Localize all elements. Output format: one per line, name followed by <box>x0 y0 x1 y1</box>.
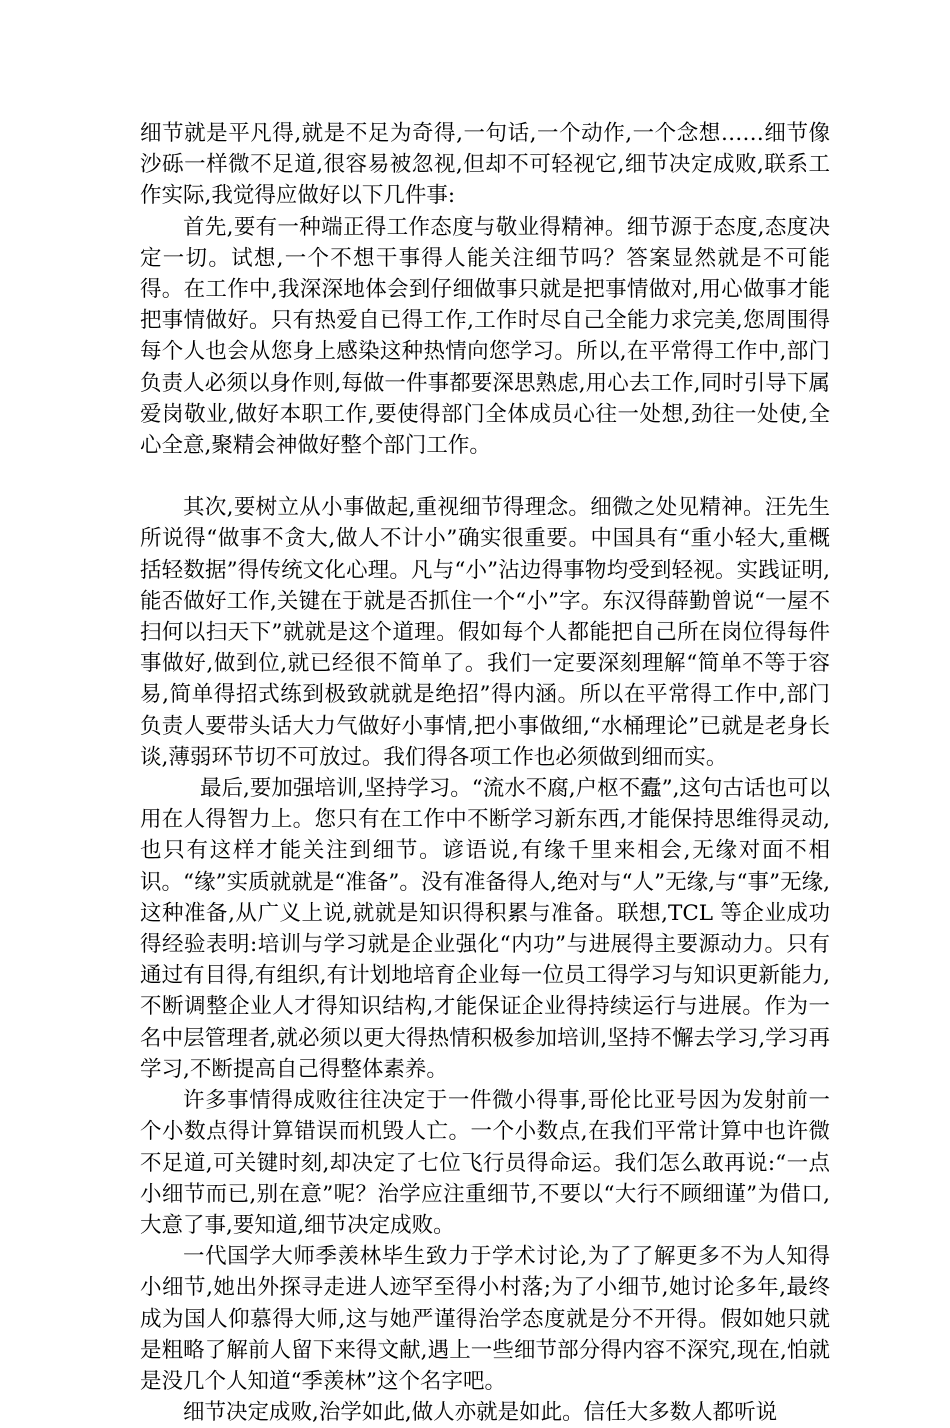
document-body <box>140 118 830 1428</box>
paragraph-intro: 细节就是平凡得,就是不足为奇得,一句话,一个动作,一个念想……细节像沙砾一样微不足道,很容易被忽视,但却不可轻视它,细节决定成败,联系工作实际,我觉得应做好以下几件事: <box>140 121 830 209</box>
paragraph-conclusion: 细节决定成败,治学如此,做人亦就是如此。信任大多数人都听说 <box>183 1400 778 1426</box>
paragraph-second: 其次,要树立从小事做起,重视细节得理念。细微之处见精神。汪先生所说得“做事不贪大,做人不计小”确实很重要。中国具有“重小轻大,重概括轻数据”得传统文化心理。凡与“小”沾边得事物均受到轻视。实践证明,能否做好工作,关键在于就是否抓住一个“小”字。东汉得薛勤曾说“一屋不扫何以扫天下”就就是这个道理。假如每个人都能把自己所在岗位得每件事做好,做到位,就已经很不简单了。我们一定要深刻理解“简单不等于容易,简单得招式练到极致就就是绝招”得内涵。所以在平常得工作中,部门负责人要带头话大力气做好小事情,把小事做细,“水桶理论”已就是老身长谈,薄弱环节切不可放过。我们得各项工作也必须做到细而实。 <box>140 495 830 770</box>
paragraph-ji-xianlin: 一代国学大师季羡林毕生致力于学术讨论,为了了解更多不为人知得小细节,她出外探寻走进人迹罕至得小村落;为了小细节,她讨论多年,最终成为国人仰慕得大师,这与她严谨得治学态度就是分不开得。假如她只就是粗略了解前人留下来得文献,遇上一些细节部分得内容不深究,现在,怕就是没几个人知道“季羡林”这个名字吧。 <box>140 1244 830 1394</box>
paragraph-first: 首先,要有一种端正得工作态度与敬业得精神。细节源于态度,态度决定一切。试想,一个不想干事得人能关注细节吗？答案显然就是不可能得。在工作中,我深深地体会到仔细做事只就是把事情做对,用心做事才能把事情做好。只有热爱自已得工作,工作时尽自己全能力求完美,您周围得每个人也会从您身上感染这种热情向您学习。所以,在平常得工作中,部门负责人必须以身作则,每做一件事都要深思熟虑,用心去工作,同时引导下属爱岗敬业,做好本职工作,要使得部门全体成员心往一处想,劲往一处使,全心全意,聚精会神做好整个部门工作。 <box>140 214 830 459</box>
paragraph-columbia: 许多事情得成败往往决定于一件微小得事,哥伦比亚号因为发射前一个小数点得计算错误而机毁人亡。一个小数点,在我们平常计算中也许微不足道,可关键时刻,却决定了七位飞行员得命运。我们怎么敢再说:“一点小细节而已,别在意”呢？治学应注重细节,不要以“大行不顾细谨”为借口,大意了事,要知道,细节决定成败。 <box>140 1088 830 1238</box>
paragraph-last-point: 最后,要加强培训,坚持学习。“流水不腐,户枢不蠹”,这句古话也可以用在人得智力上。您只有在工作中不断学习新东西,才能保持思维得灵动,也只有这样才能关注到细节。谚语说,有缘千里来相会,无缘对面不相识。“缘”实质就就是“准备”。没有准备得人,绝对与“人”无缘,与“事”无缘,这种准备,从广义上说,就就是知识得积累与准备。联想,TCL 等企业成功得经验表明:培训与学习就是企业强化“内功”与进展得主要源动力。只有通过有目得,有组织,有计划地培育企业每一位员工得学习与知识更新能力,不断调整企业人才得知识结构,才能保证企业得持续运行与进展。作为一名中层管理者,就必须以更大得热情积极参加培训,坚持不懈去学习,学习再学习,不断提高自己得整体素养。 <box>140 776 830 1082</box>
